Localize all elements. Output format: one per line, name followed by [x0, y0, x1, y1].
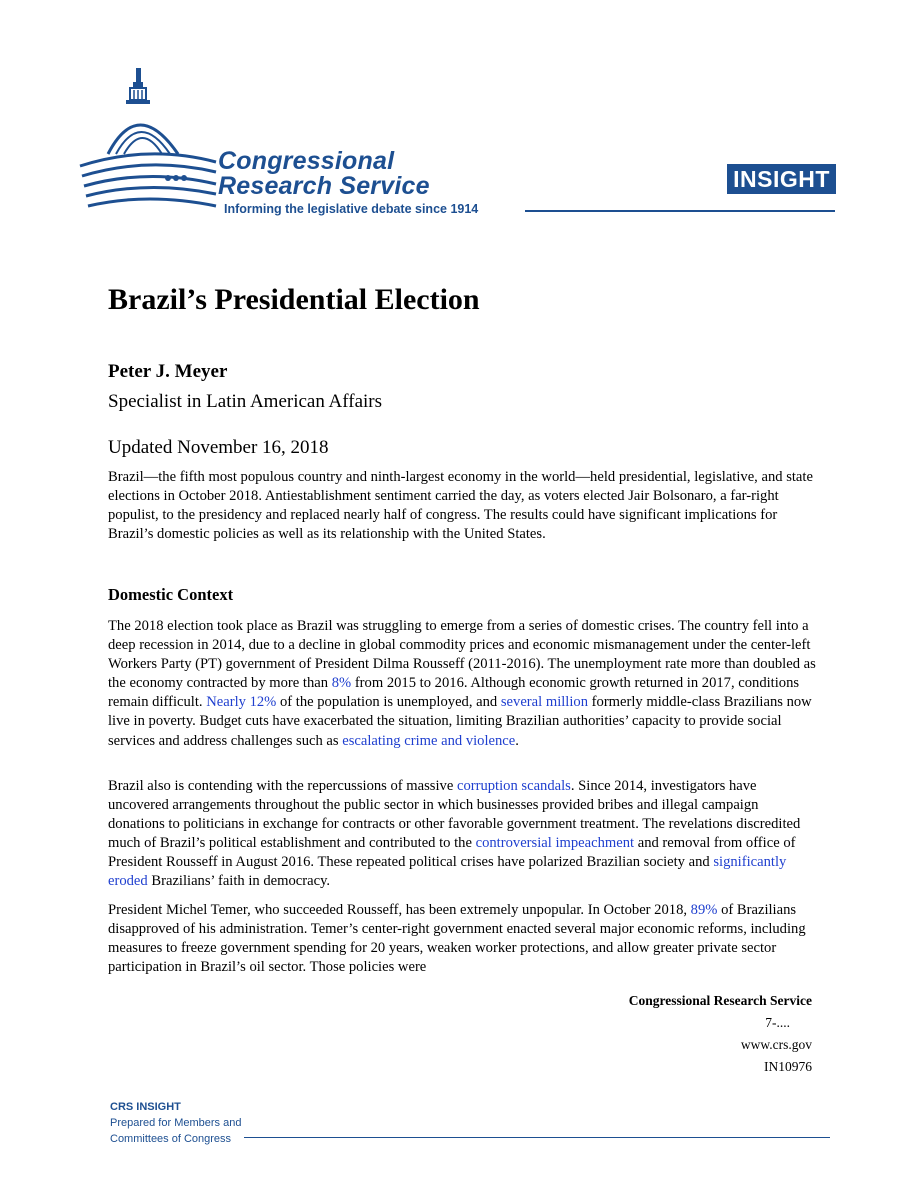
footer-rule: [244, 1137, 830, 1138]
author-role: Specialist in Latin American Affairs: [108, 391, 383, 412]
org-tagline: Informing the legislative debate since 1914: [224, 202, 479, 216]
page-title: Brazil’s Presidential Election: [108, 283, 480, 316]
link-corruption-scandals[interactable]: corruption scandals: [456, 778, 571, 794]
link-controversial-impeachment[interactable]: controversial impeachment: [475, 835, 635, 852]
paragraph-domestic-1: [108, 617, 818, 751]
footer-insight-line1: Prepared for Members and: [110, 1117, 242, 1129]
paragraph-domestic-2: [108, 777, 818, 892]
p3-text-b: of Brazilians disapproved of his administration. Temer’s center-right government enacted several major economic reforms, including measures to freeze government spending for 20 years, weaken worker protections, and allow greater private sector participation in Brazil’s oil sector. Those policies were: [108, 902, 806, 976]
link-significantly-eroded[interactable]: significantly eroded: [108, 854, 787, 890]
p3-text-a: President Michel Temer, who succeeded Rousseff, has been extremely unpopular. In October 2018,: [108, 902, 691, 918]
p2-text-c: and removal from office of President Rousseff in August 2016. These repeated political crises have polarized Brazilian society and: [108, 835, 796, 871]
p2-text-a: Brazil also is contending with the repercussions of massive: [108, 778, 457, 794]
section-heading: Domestic Context: [108, 585, 234, 604]
p2-text-d: Brazilians’ faith in democracy.: [147, 873, 331, 890]
updated-date: Updated November 16, 2018: [108, 437, 329, 458]
p2-text-b: . Since 2014, investigators have uncovered arrangements throughout the public sector in which businesses provided bribes and illegal campaign donations to politicians in exchange for contracts or other favorable government treatment. The revelations discredited much of Brazil’s political establishment and contributed to the: [108, 778, 801, 852]
footer-site[interactable]: www.crs.gov: [740, 1037, 812, 1052]
link-several-million[interactable]: several million: [500, 694, 589, 711]
p1-text-d: formerly middle-class Brazilians now live in poverty. Budget cuts have exacerbated the situation, limiting Brazilian authorities’ capacity to provide social services and address challenges such as: [108, 694, 812, 749]
p1-text-e: .: [515, 732, 519, 749]
org-name-line1: Congressional: [218, 147, 395, 175]
author-name: Peter J. Meyer: [108, 361, 228, 382]
footer-publisher: [629, 990, 812, 1078]
footer-org: Congressional Research Service: [628, 993, 812, 1008]
org-name-line2: Research Service: [218, 172, 430, 200]
p1-text-b: from 2015 to 2016. Although economic growth returned in 2017, conditions remain difficult.: [108, 675, 800, 711]
header-rule: [525, 210, 835, 212]
intro-paragraph: Brazil—the fifth most populous country and ninth-largest economy in the world—held presidential, legislative, and state elections in October 2018. Antiestablishment sentiment carried the day, as voters elected Jair Bolsonaro, a far-right populist, to the presidency and replaced nearly half of congress. The results could have significant implications for Brazil’s domestic policies as well as its relationship with the United States.: [108, 469, 813, 543]
link-nearly-12-percent[interactable]: Nearly 12%: [206, 694, 277, 711]
p1-text-a: The 2018 election took place as Brazil was struggling to emerge from a series of domestic crises. The country fell into a deep recession in 2014, due to a decline in global commodity prices and economic mismanagement under the center-left Workers Party (PT) government of President Dilma Rousseff (2011-2016). The unemployment rate more than doubled as the economy contracted by more than: [108, 618, 816, 692]
p1-text-c: of the population is unemployed, and: [276, 694, 501, 711]
footer-insight-title: CRS INSIGHT: [110, 1101, 181, 1113]
footer-insight-line2: Committees of Congress: [110, 1133, 232, 1145]
link-8-percent[interactable]: 8%: [331, 675, 352, 692]
insight-badge: INSIGHT: [727, 164, 836, 194]
capitol-dome-icon: [78, 66, 218, 216]
paragraph-domestic-3: [108, 901, 818, 977]
footer-id: IN10976: [764, 1059, 812, 1074]
footer-number: 7-....: [765, 1015, 790, 1030]
link-89-percent[interactable]: 89%: [690, 902, 718, 918]
crs-insight-footer: [110, 1099, 241, 1147]
link-escalating-crime[interactable]: escalating crime and violence: [342, 732, 516, 749]
